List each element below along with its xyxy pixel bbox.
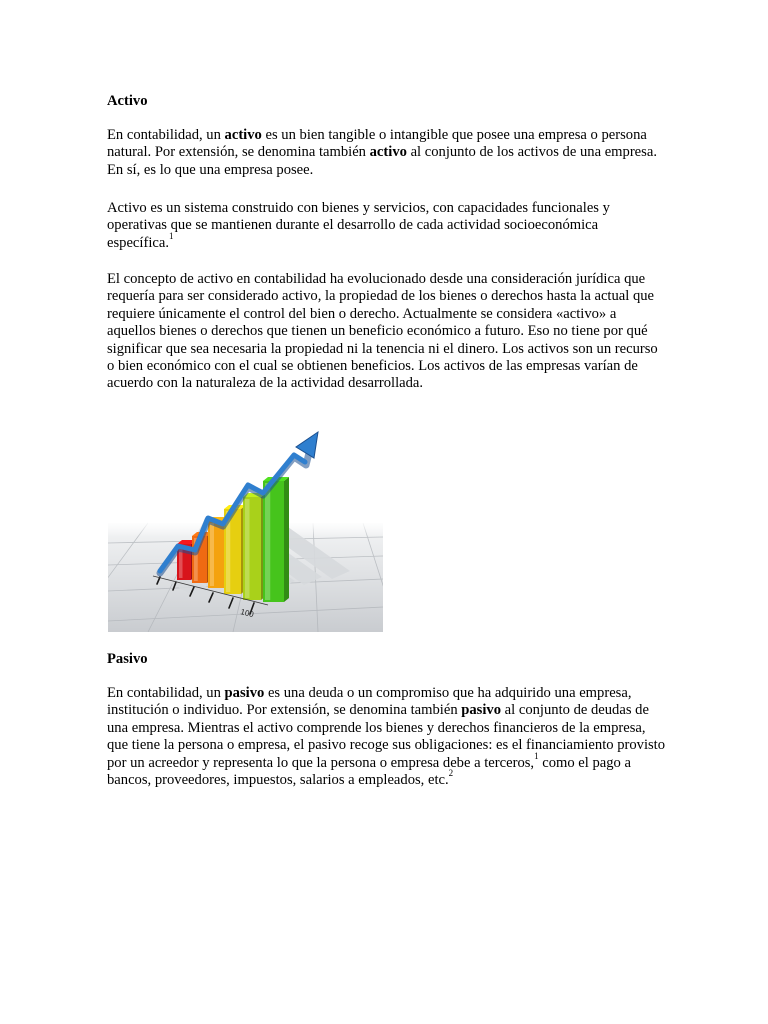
text-run: es un bien tangible o intangible que posee una empresa o persona natural. Por extensión, se denomina también <box>107 127 647 161</box>
paragraph-activo-sistema <box>107 200 667 252</box>
bold-term-activo: activo <box>224 127 262 143</box>
bold-term-pasivo: pasivo <box>224 685 265 701</box>
paragraph-pasivo-definition <box>107 685 667 789</box>
text-run: al conjunto de deudas de una empresa. Mientras el activo comprende los bienes y derechos financieros de la empresa, que tiene la persona o empresa, el pasivo recoge sus obligaciones: es el financiamiento provisto por un acreedor y representa lo que la persona o empresa debe a terceros, <box>107 702 666 771</box>
text-run: como el pago a bancos, proveedores, impuestos, salarios a empleados, etc. <box>107 754 631 789</box>
text-run: En contabilidad, un <box>107 127 225 143</box>
paragraph-activo-definition <box>107 127 667 179</box>
bold-term-pasivo: pasivo <box>461 702 502 719</box>
axis-label-100: 100 <box>239 607 255 620</box>
text-run: Activo es un sistema construido con bienes y servicios, con capacidades funcionales y operativas que se mantienen durante el desarrollo de cada actividad socioeconómica específica. <box>107 200 610 251</box>
text-run: En contabilidad, un <box>107 685 225 701</box>
text-run: es una deuda o un compromiso que ha adquirido una empresa, institución o individuo. Por extensión, se denomina también <box>107 685 632 719</box>
footnote-ref: 2 <box>448 768 454 779</box>
paragraph-activo-concepto: El concepto de activo en contabilidad ha evolucionado desde una consideración jurídica que requería para ser considerado activo, la propiedad de los bienes o derechos hasta la actual que requiere únicamente el control del bien o derecho. Actualmente se considera «activo» a aquellos bienes o derechos que tienen un beneficio económico a futuro. Eso no tiene por qué significar que sea necesaria la propiedad ni la tenencia ni el dinero. Los activos son un recurso o bien económico con el cual se obtienen beneficios. Los activos de las empresas varían de acuerdo con la naturaleza de la actividad desarrollada. <box>107 271 658 392</box>
footnote-ref: 1 <box>168 230 174 241</box>
text-run: al conjunto de los activos de una empresa. En sí, es lo que una empresa posee. <box>107 144 657 178</box>
heading-activo: Activo <box>107 93 148 109</box>
footnote-ref: 1 <box>534 750 539 761</box>
heading-pasivo: Pasivo <box>107 651 148 667</box>
growth-chart-illustration <box>108 425 383 632</box>
chart-bar <box>243 493 266 600</box>
bar-growth-arrow-image <box>108 425 383 632</box>
bold-term-activo: activo <box>369 144 407 161</box>
